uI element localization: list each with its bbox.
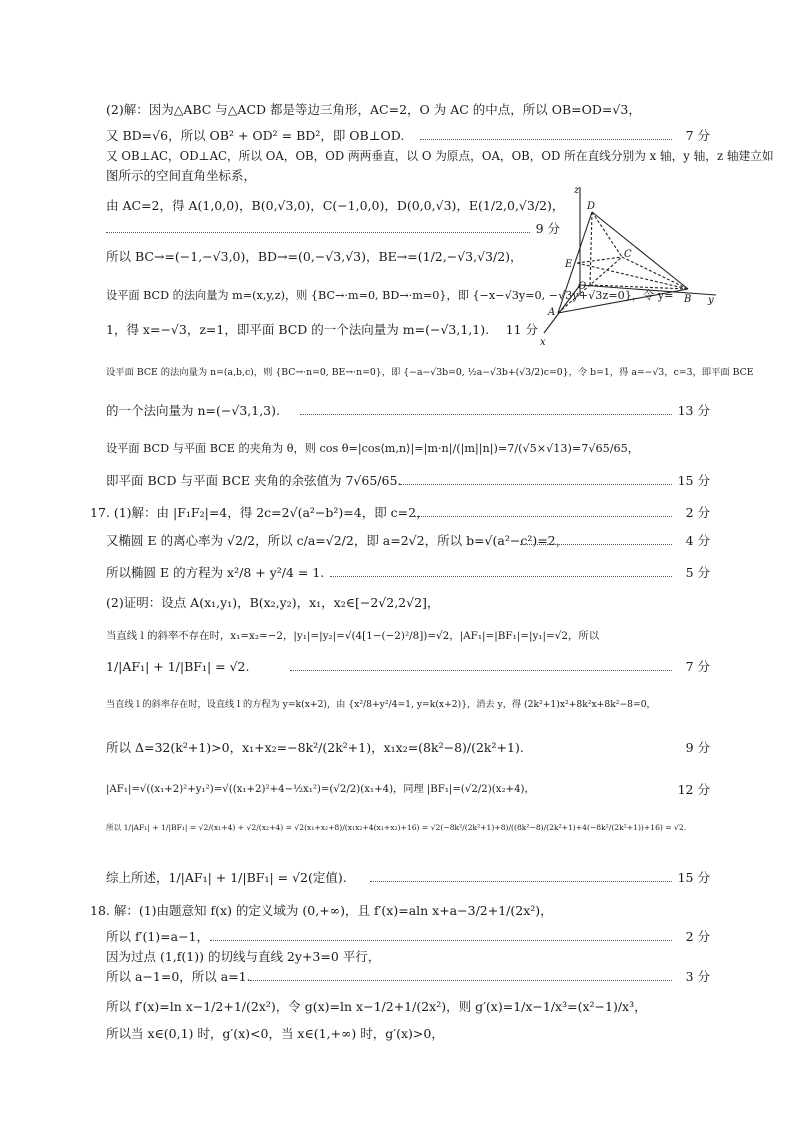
leader-dots	[300, 414, 672, 415]
score-label: 3 分	[685, 969, 710, 984]
line-18	[0, 654, 800, 680]
line-text: 所以 Δ=32(k²+1)>0，x₁+x₂=−8k²/(2k²+1)，x₁x₂=(8k²−8)/(2k²+1).	[106, 740, 524, 755]
line-14	[0, 528, 800, 554]
line-text: 1，得 x=−√3，z=1，即平面 BCD 的一个法向量为 m=(−√3,1,1).	[106, 322, 490, 337]
line-text: 又 OB⊥AC，OD⊥AC，所以 OA，OB，OD 两两垂直，以 O 为原点，OA，OB，OD 所在直线分别为 x 轴，y 轴，z 轴建立如	[106, 149, 774, 163]
score-label: 15 分	[677, 473, 710, 488]
line-text: 设平面 BCE 的法向量为 n=(a,b,c)，则 {BC→·n=0, BE→·n=0}，即 {−a−√3b=0, ½a−√3b+(√3/2)c=0}，令 b=1，得 a=−√3，c=3，即平面 BCE	[106, 367, 754, 378]
label-x: x	[540, 337, 546, 348]
line-text: |AF₁|=√((x₁+2)²+y₁²)=√((x₁+2)²+4−½x₁²)=(√2/2)(x₁+4)，同理 |BF₁|=(√2/2)(x₂+4)，	[106, 784, 535, 795]
line-text: 1/|AF₁| + 1/|BF₁| = √2.	[106, 659, 250, 674]
score-label: 5 分	[685, 565, 710, 580]
line-text: 设平面 BCD 与平面 BCE 的夹角为 θ，则 cos θ=|cos⟨m,n⟩|=|m·n|/(|m||n|)=7/(√5×√13)=7√65/65，	[106, 442, 639, 455]
label-D: D	[587, 201, 596, 212]
score-label: 11 分	[505, 322, 538, 337]
line-20	[0, 735, 800, 761]
line-22	[0, 815, 800, 841]
leader-dots	[106, 232, 530, 233]
line-text: 所以 f′(x)=ln x−1/2+1/(2x²)，令 g(x)=ln x−1/2+1/(2x²)，则 g′(x)=1/x−1/x³=(x²−1)/x³，	[106, 999, 647, 1014]
leader-dots	[410, 516, 672, 517]
edge-AB	[558, 289, 688, 313]
line-text: 所以椭圆 E 的方程为 x²/8 + y²/4 = 1.	[106, 565, 325, 580]
line-text: 18. 解：(1)由题意知 f(x) 的定义域为 (0,+∞)，且 f′(x)=aln x+a−3/2+1/(2x²)，	[90, 903, 553, 918]
line-text: 即平面 BCD 与平面 BCE 夹角的余弦值为 7√65/65.	[106, 473, 402, 488]
line-text: 综上所述，1/|AF₁| + 1/|BF₁| = √2(定值).	[106, 870, 347, 885]
tetrahedron-figure	[540, 185, 720, 350]
leader-dots	[210, 940, 672, 941]
line-text: 当直线 l 的斜率存在时，设直线 l 的方程为 y=k(x+2)，由 {x²/8+y²/4=1, y=k(x+2)}，消去 y，得 (2k²+1)x²+8k²x+8k²−8=0，	[106, 699, 656, 710]
line-29	[0, 1021, 800, 1047]
line-text: 又 BD=√6，所以 OB² + OD² = BD²，即 OB⊥OD.	[106, 128, 405, 143]
line-text: 当直线 l 的斜率不存在时，x₁=x₂=−2，|y₁|=|y₂|=√(4[1−(−2)²/8])=√2，|AF₁|=|BF₁|=|y₁|=√2，所以	[106, 630, 600, 642]
line-23	[0, 865, 800, 891]
line-17	[0, 623, 800, 649]
line-text: 17. (1)解：由 |F₁F₂|=4，得 2c=2√(a²−b²)=4，即 c=2，	[90, 505, 429, 520]
score-label: 2 分	[685, 929, 710, 944]
line-10	[0, 398, 800, 424]
leader-dots	[250, 980, 672, 981]
line-19	[0, 692, 800, 718]
label-A: A	[548, 307, 556, 318]
leader-dots	[370, 881, 672, 882]
segment-OD	[590, 212, 592, 285]
line-12	[0, 468, 800, 494]
line-text: 的一个法向量为 n=(−√3,1,3).	[106, 403, 280, 418]
line-text: 所以 a−1=0，所以 a=1.	[106, 969, 251, 984]
score-label: 4 分	[685, 533, 710, 548]
line-16	[0, 590, 800, 616]
score-label: 2 分	[685, 505, 710, 520]
leader-dots	[290, 670, 672, 671]
score-label: 12 分	[677, 782, 710, 797]
line-text: (2)解：因为△ABC 与△ACD 都是等边三角形，AC=2，O 为 AC 的中点，所以 OB=OD=√3，	[106, 102, 641, 117]
line-text: 所以 BC→=(−1,−√3,0)，BD→=(0,−√3,√3)，BE→=(1/2,−√3,√3/2)，	[106, 249, 523, 264]
line-9	[0, 360, 800, 386]
leader-dots	[400, 484, 672, 485]
label-E: E	[565, 259, 573, 270]
line-text: (2)证明：设点 A(x₁,y₁)，B(x₂,y₂)，x₁，x₂∈[−2√2,2√2]，	[106, 595, 440, 610]
edge-DB	[592, 212, 688, 289]
line-text: 又椭圆 E 的离心率为 √2/2，所以 c/a=√2/2，即 a=2√2，所以 b=√(a²−c²)=2，	[106, 533, 569, 548]
line-text: 所以当 x∈(0,1) 时，g′(x)<0，当 x∈(1,+∞) 时，g′(x)>0，	[106, 1026, 444, 1041]
line-15	[0, 560, 800, 586]
line-24	[0, 898, 800, 924]
y-axis-line	[580, 285, 716, 295]
line-28	[0, 994, 800, 1020]
leader-dots	[330, 576, 672, 577]
leader-dots	[520, 544, 672, 545]
label-z: z	[574, 185, 580, 196]
line-27	[0, 964, 800, 990]
score-label: 15 分	[677, 870, 710, 885]
segment-EC	[577, 257, 622, 263]
label-B: B	[684, 294, 692, 305]
edge-DC	[592, 212, 622, 257]
score-label: 7 分	[685, 659, 710, 674]
line-11	[0, 436, 800, 462]
line-0	[0, 97, 800, 123]
score-label: 9 分	[535, 221, 560, 236]
label-y: y	[708, 295, 714, 306]
line-text: 由 AC=2，得 A(1,0,0)，B(0,√3,0)，C(−1,0,0)，D(0,0,√3)，E(1/2,0,√3/2)，	[106, 198, 565, 213]
score-label: 7 分	[685, 128, 710, 143]
label-O: O	[578, 281, 587, 292]
line-text: 图所示的空间直角坐标系，	[106, 168, 257, 183]
line-text: 设平面 BCD 的法向量为 m=(x,y,z)，则 {BC→·m=0, BD→·m=0}，即 {−x−√3y=0, −√3y+√3z=0}，令 y=	[106, 289, 674, 302]
leader-dots	[420, 139, 672, 140]
edge-CB	[622, 257, 688, 289]
line-21	[0, 777, 800, 803]
score-label: 9 分	[685, 740, 710, 755]
line-13	[0, 500, 800, 526]
line-text: 所以 f′(1)=a−1，	[106, 929, 209, 944]
label-C: C	[624, 249, 632, 260]
line-text: 因为过点 (1,f(1)) 的切线与直线 2y+3=0 平行，	[106, 949, 381, 964]
score-label: 13 分	[677, 403, 710, 418]
line-text: 所以 1/|AF₁| + 1/|BF₁| = √2/(x₁+4) + √2/(x₂+4) = √2(x₁+x₂+8)/(x₁x₂+4(x₁+x₂)+16) = √2(−8k²/(2k²+1)+8)/((8k²−8)/(2k²+1)+4(−8k²/(2k²+1))+16) = √2.	[106, 823, 687, 832]
